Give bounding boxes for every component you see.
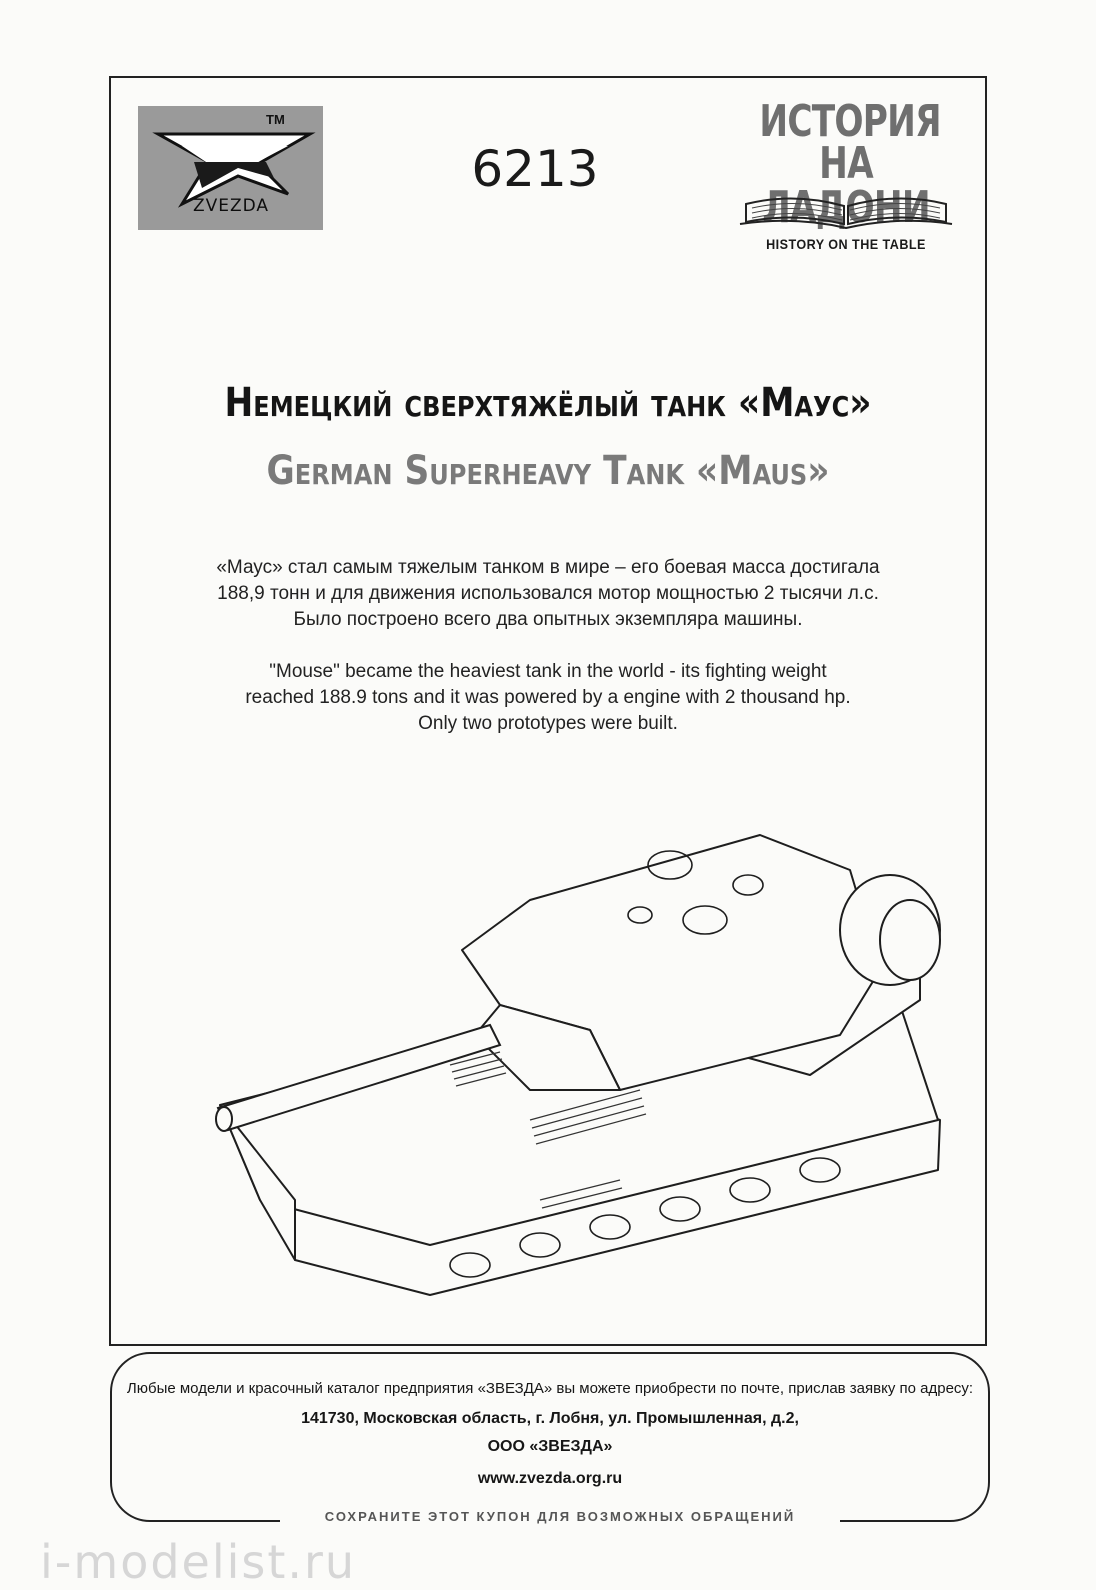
kit-number: 6213	[471, 140, 599, 198]
description-english	[140, 659, 956, 737]
description-line: 188,9 тонн и для движения использовался мотор мощностью 2 тысячи л.с.	[217, 583, 879, 604]
footer-coupon	[110, 1352, 990, 1522]
description-line: «Маус» стал самым тяжелым танком в мире – его боевая масса достигала	[216, 557, 880, 578]
trademark-mark: TM	[266, 112, 285, 127]
series-logo	[735, 98, 957, 258]
description-line: Only two prototypes were built.	[418, 713, 678, 734]
title-english: German Superheavy Tank «Maus»	[266, 448, 830, 494]
watermark: i-modelist.ru	[40, 1535, 357, 1589]
road-wheel	[450, 1253, 490, 1277]
description-line: "Mouse" became the heaviest tank in the world - its fighting weight	[269, 661, 827, 682]
tank-illustration	[200, 790, 960, 1310]
description-line: Было построено всего два опытных экземпляра машины.	[293, 609, 803, 630]
series-title-line1: ИСТОРИЯ	[759, 96, 941, 147]
title-russian: Немецкий сверхтяжёлый танк «Маус»	[224, 380, 872, 426]
footer-website[interactable]: www.zvezda.org.ru	[477, 1470, 623, 1487]
rear-drum-cap	[880, 900, 940, 980]
road-wheel	[730, 1178, 770, 1202]
series-title-line2: НА ЛАДОНИ	[762, 138, 930, 233]
footer-coupon-note: СОХРАНИТЕ ЭТОТ КУПОН ДЛЯ ВОЗМОЖНЫХ ОБРАЩЕНИЙ	[280, 1509, 840, 1524]
road-wheel	[590, 1215, 630, 1239]
footer-order-info: Любые модели и красочный каталог предприятия «ЗВЕЗДА» вы можете приобрести по почте, прислав заявку по адресу:	[126, 1380, 974, 1397]
footer-address: 141730, Московская область, г. Лобня, ул. Промышленная, д.2,	[301, 1410, 799, 1427]
road-wheel	[800, 1158, 840, 1182]
description-russian	[140, 555, 956, 633]
gun-muzzle	[216, 1107, 232, 1131]
road-wheel	[660, 1197, 700, 1221]
series-english-title: HISTORY ON THE TABLE	[766, 236, 926, 252]
description-line: reached 188.9 tons and it was powered by a engine with 2 thousand hp.	[245, 687, 851, 708]
footer-company: ООО «ЗВЕЗДА»	[487, 1438, 613, 1455]
brand-name: ZVEZDA	[192, 196, 270, 216]
open-book-icon	[738, 190, 954, 230]
road-wheel	[520, 1233, 560, 1257]
